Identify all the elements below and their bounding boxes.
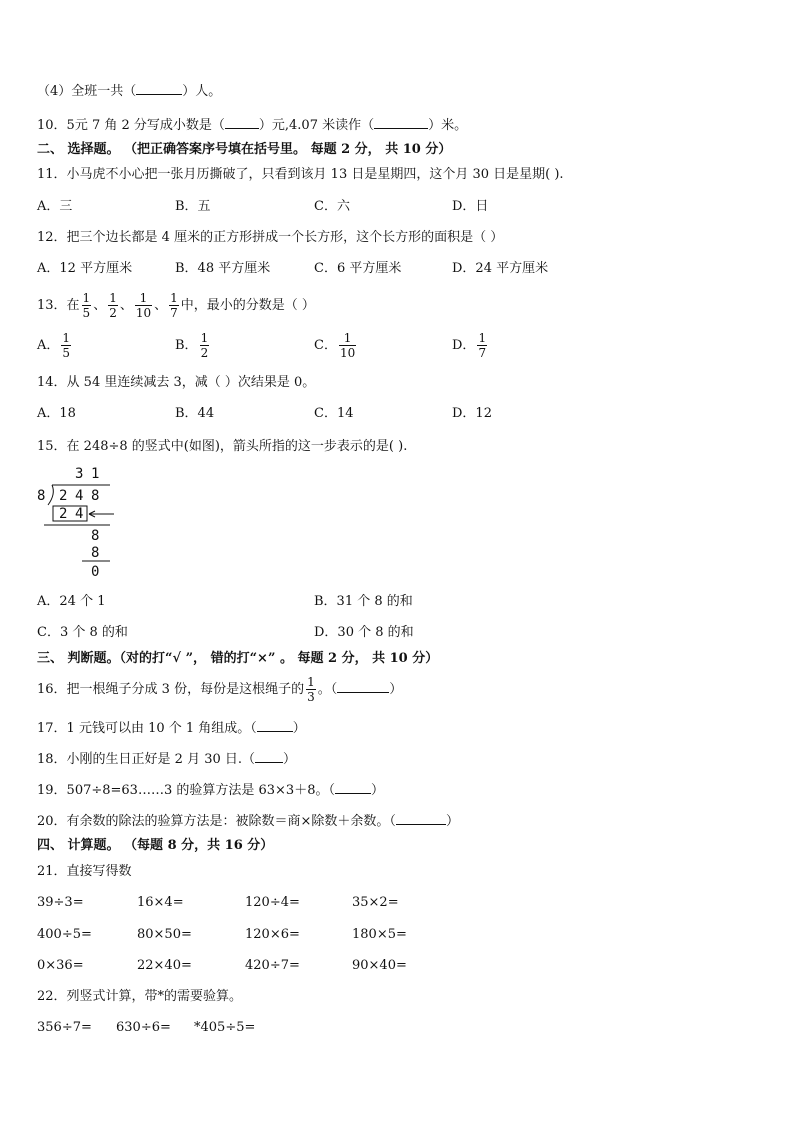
answer-blank[interactable] (136, 82, 182, 95)
answer-blank[interactable] (374, 116, 428, 129)
fraction: $\frac{1}{2}$ (200, 331, 209, 360)
q11-option-d[interactable]: D．日 (452, 199, 489, 214)
section-3-heading: 三、 判断题。（对的打“√ ”， 错的打“×” 。 每题 2 分， 共 10 分） (37, 651, 439, 666)
fraction: $\frac{1}{7}$ (478, 331, 487, 360)
dividend-digit: 8 (91, 488, 100, 504)
long-division-diagram (34, 462, 154, 582)
fraction: $\frac{1}{5}$ (82, 291, 91, 320)
fraction: $\frac{1}{7}$ (170, 291, 178, 320)
q13-option-c[interactable]: C． $\frac{1}{10}$ (314, 331, 356, 360)
q11-option-a[interactable]: A．三 (37, 199, 73, 214)
question-22-stem: 22．列竖式计算，带*的需要验算。 (37, 989, 243, 1004)
q9-4-prefix: （4）全班一共（ (37, 84, 137, 99)
fraction: $\frac{1}{10}$ (135, 291, 152, 320)
section-2-heading: 二、 选择题。 （把正确答案序号填在括号里。 每题 2 分， 共 10 分） (37, 142, 452, 157)
step-digit: 8 (91, 545, 100, 561)
q12-option-b[interactable]: B．48 平方厘米 (175, 261, 271, 276)
step-digit: 2 (59, 506, 68, 522)
section-4-heading: 四、 计算题。 （每题 8 分，共 16 分） (37, 838, 274, 853)
division-bracket (48, 485, 53, 505)
final-remainder: 0 (91, 564, 100, 580)
answer-blank[interactable] (396, 812, 446, 825)
question-21-stem: 21．直接写得数 (37, 864, 132, 879)
q12-option-c[interactable]: C．6 平方厘米 (314, 261, 402, 276)
q10-part-c: ）米。 (428, 118, 468, 133)
quotient-digit: 3 (75, 466, 84, 482)
question-14-stem: 14．从 54 里连续减去 3，减（ ）次结果是 0。 (37, 375, 316, 390)
q13-prefix: 13．在 (37, 298, 80, 313)
q15-option-a[interactable]: A．24 个 1 (37, 594, 106, 609)
q14-option-c[interactable]: C．14 (314, 406, 354, 421)
q12-option-a[interactable]: A．12 平方厘米 (37, 261, 133, 276)
q10-part-a: 10．5元 7 角 2 分写成小数是（ (37, 118, 225, 133)
q13-option-d[interactable]: D． $\frac{1}{7}$ (452, 331, 487, 360)
calc-item: 35×2= (352, 895, 399, 910)
q14-option-b[interactable]: B．44 (175, 406, 215, 421)
question-12-stem: 12．把三个边长都是 4 厘米的正方形拼成一个长方形，这个长方形的面积是（ ） (37, 230, 504, 245)
question-13-stem: 13．在 $\frac{1}{5}$ 、 $\frac{1}{2}$ 、 $\frac{1}{10}$ 、 $\frac{1}{7}$ 中，最小的分数是（ ） (37, 291, 315, 320)
question-15-stem: 15．在 248÷8 的竖式中(如图)，箭头所指的这一步表示的是( ). (37, 439, 408, 454)
calc-item: 630÷6= (116, 1020, 171, 1035)
dividend-digit: 2 (59, 488, 68, 504)
q15-option-b[interactable]: B．31 个 8 的和 (314, 594, 413, 609)
question-9-4 (37, 82, 221, 100)
calc-item: 180×5= (352, 927, 407, 942)
calc-item: 120×6= (245, 927, 300, 942)
question-20: 20．有余数的除法的验算方法是：被除数＝商×除数＋余数。（ ） (37, 814, 459, 829)
answer-blank[interactable] (335, 781, 371, 794)
calc-item: 80×50= (137, 927, 192, 942)
calc-item: 0×36= (37, 958, 84, 973)
step-digit: 4 (75, 506, 84, 522)
q12-option-d[interactable]: D．24 平方厘米 (452, 261, 549, 276)
q9-4-suffix: ）人。 (182, 84, 222, 99)
answer-blank[interactable] (337, 680, 389, 693)
calc-item: 16×4= (137, 895, 184, 910)
remainder-digit: 8 (91, 528, 100, 544)
q13-option-a[interactable]: A． $\frac{1}{5}$ (37, 331, 71, 360)
q15-option-d[interactable]: D．30 个 8 的和 (314, 625, 414, 640)
q11-option-b[interactable]: B．五 (175, 199, 211, 214)
question-11-stem: 11．小马虎不小心把一张月历撕破了，只看到该月 13 日是星期四，这个月 30 日是星期( ). (37, 167, 564, 182)
calc-item: *405÷5= (194, 1020, 256, 1035)
q11-option-c[interactable]: C．六 (314, 199, 350, 214)
q13-suffix: 中，最小的分数是（ ） (180, 298, 315, 313)
question-19: 19．507÷8=63……3 的验算方法是 63×3＋8。（ ） (37, 783, 384, 798)
answer-blank[interactable] (225, 116, 259, 129)
question-18: 18．小刚的生日正好是 2 月 30 日.（ ） (37, 752, 297, 767)
calc-item: 400÷5= (37, 927, 92, 942)
calc-item: 120÷4= (245, 895, 300, 910)
question-16: 16．把一根绳子分成 3 份，每份是这根绳子的 $\frac{1}{3}$ 。（ ） (37, 675, 403, 704)
q16-prefix: 16．把一根绳子分成 3 份，每份是这根绳子的 (37, 682, 305, 697)
fraction: $\frac{1}{10}$ (339, 331, 356, 360)
q10-part-b: ）元,4.07 米读作（ (258, 118, 375, 133)
dividend-digit: 4 (75, 488, 84, 504)
calc-item: 22×40= (137, 958, 192, 973)
question-10 (37, 116, 467, 134)
calc-item: 356÷7= (37, 1020, 92, 1035)
q15-option-c[interactable]: C．3 个 8 的和 (37, 625, 128, 640)
fraction: $\frac{1}{3}$ (307, 675, 315, 704)
answer-blank[interactable] (257, 719, 293, 732)
calc-item: 420÷7= (245, 958, 300, 973)
question-17: 17．1 元钱可以由 10 个 1 角组成。（ ） (37, 721, 306, 736)
calc-item: 39÷3= (37, 895, 84, 910)
fraction: $\frac{1}{2}$ (109, 291, 117, 320)
fraction: $\frac{1}{5}$ (62, 331, 71, 360)
q14-option-a[interactable]: A．18 (37, 406, 76, 421)
divisor: 8 (37, 488, 46, 504)
calc-item: 90×40= (352, 958, 407, 973)
q14-option-d[interactable]: D．12 (452, 406, 492, 421)
quotient-digit: 1 (91, 466, 100, 482)
answer-blank[interactable] (255, 750, 283, 763)
q13-option-b[interactable]: B． $\frac{1}{2}$ (175, 331, 209, 360)
